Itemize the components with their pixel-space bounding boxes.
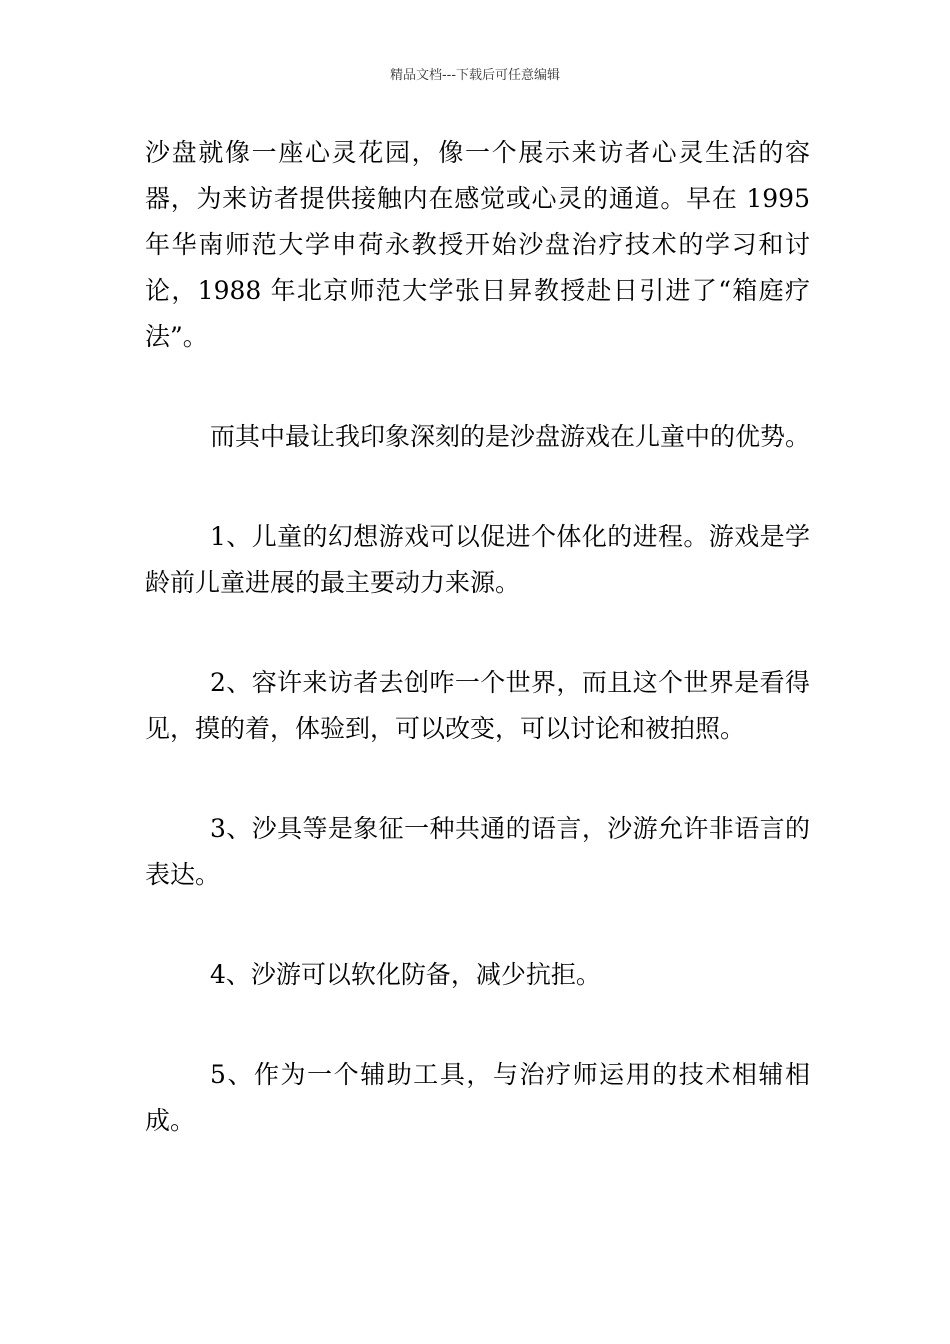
list-item-1: 1、儿童的幻想游戏可以促进个体化的进程。游戏是学龄前儿童进展的最主要动力来源。	[145, 522, 810, 597]
page-header: 精品文档---下载后可任意编辑	[389, 68, 561, 83]
paragraph-intro: 沙盘就像一座心灵花园，像一个展示来访者心灵生活的容器，为来访者提供接触内在感觉或心灵的通道。早在 1995年华南师范大学申荷永教授开始沙盘治疗技术的学习和讨论，1988 年北京师范大学张日昇教授赴日引进了“箱庭疗法”。	[145, 138, 810, 351]
paragraph-spacer	[145, 460, 810, 514]
document-body	[145, 130, 810, 1144]
list-item-2: 2、容许来访者去创咋一个世界，而且这个世界是看得见，摸的着，体验到，可以改变，可以讨论和被拍照。	[145, 668, 810, 743]
list-item-3: 3、沙具等是象征一种共通的语言，沙游允许非语言的表达。	[145, 814, 810, 889]
paragraph-spacer	[145, 606, 810, 660]
paragraph-spacer	[145, 998, 810, 1052]
list-item-4: 4、沙游可以软化防备，减少抗拒。	[210, 960, 601, 989]
paragraph-spacer	[145, 360, 810, 414]
paragraph-spacer	[145, 752, 810, 806]
paragraph-advantages-heading: 而其中最让我印象深刻的是沙盘游戏在儿童中的优势。	[210, 422, 811, 451]
list-item-5: 5、作为一个辅助工具，与治疗师运用的技术相辅相成。	[145, 1060, 810, 1135]
paragraph-spacer	[145, 898, 810, 952]
